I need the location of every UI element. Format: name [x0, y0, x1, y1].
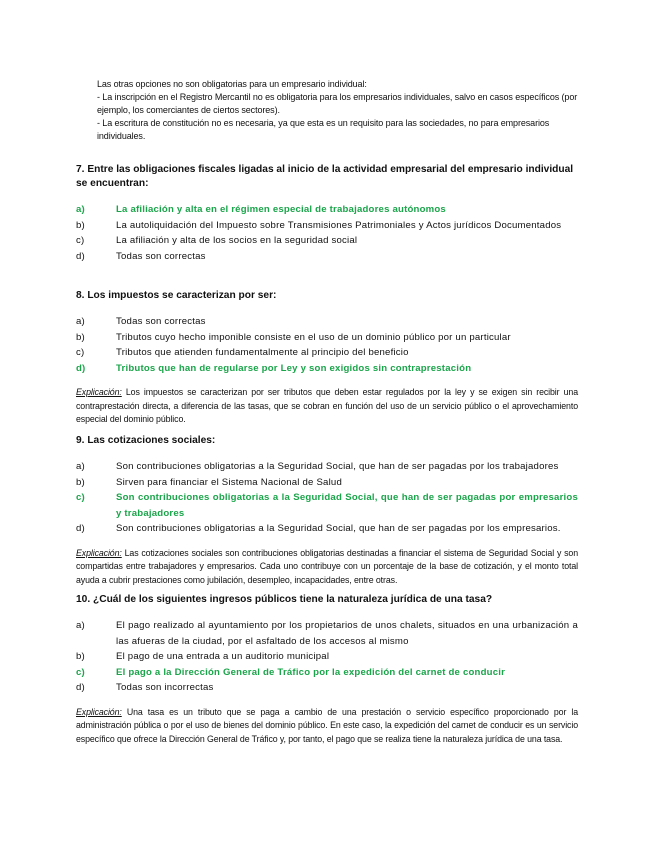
- option-letter: b): [76, 476, 85, 488]
- options-list: [76, 618, 578, 696]
- option-letter: a): [76, 316, 85, 327]
- question-title: 8. Los impuestos se caracterizan por ser:: [76, 290, 277, 301]
- option-letter: c): [76, 492, 85, 503]
- option-a[interactable]: [76, 618, 578, 649]
- option-text: Todas son correctas: [116, 250, 206, 262]
- intro-line: - La escritura de constitución no es necesaria, ya que esta es un requisito para las sociedades, no para empresarios individuales.: [97, 118, 550, 141]
- option-c[interactable]: [76, 233, 578, 249]
- option-text: El pago a la Dirección General de Tráfico por la expedición del carnet de conducir: [116, 666, 506, 678]
- option-d[interactable]: [76, 361, 578, 377]
- option-text: Todas son incorrectas: [116, 682, 214, 693]
- question-title: 7. Entre las obligaciones fiscales ligadas al inicio de la actividad empresarial del empresario individual se encuentran:: [76, 164, 574, 189]
- option-text: Sirven para financiar el Sistema Nacional de Salud: [116, 476, 342, 488]
- option-letter: b): [76, 219, 85, 231]
- option-letter: a): [76, 461, 85, 472]
- option-text: El pago realizado al ayuntamiento por los propietarios de unos chalets, situados en una urbanización a las afueras de la ciudad, por el asfaltado de los accesos al mismo: [116, 620, 578, 647]
- question-title: 10. ¿Cuál de los siguientes ingresos públicos tiene la naturaleza jurídica de una tasa?: [76, 594, 493, 605]
- option-text: Son contribuciones obligatorias a la Seguridad Social, que han de ser pagadas por los trabajadores: [116, 461, 559, 472]
- option-letter: d): [76, 362, 86, 374]
- explanation-label: Explicación:: [76, 387, 122, 397]
- question-7: [76, 163, 578, 264]
- option-text: El pago de una entrada a un auditorio municipal: [116, 651, 330, 662]
- option-text: La autoliquidación del Impuesto sobre Transmisiones Patrimoniales y Actos jurídicos Documentados: [116, 219, 562, 231]
- explanation-text: Los impuestos se caracterizan por ser tributos que deben estar regulados por la ley y se exigen sin recibir una contraprestación directa, a diferencia de las tasas, que se cobran en función del uso de un servicio público o el aprovechamiento especial del dominio público.: [76, 387, 578, 424]
- intro-block: [76, 78, 578, 143]
- option-text: Tributos cuyo hecho imponible consiste en el uso de un dominio público por un particular: [116, 331, 511, 343]
- option-text: Son contribuciones obligatorias a la Seguridad Social, que han de ser pagadas por empresarios y trabajadores: [116, 492, 578, 519]
- option-b[interactable]: [76, 330, 578, 346]
- explanation-label: Explicación:: [76, 547, 122, 558]
- option-letter: a): [76, 204, 85, 215]
- option-d[interactable]: [76, 680, 578, 696]
- question-10: [76, 593, 578, 746]
- explanation: [76, 706, 578, 747]
- option-text: Tributos que han de regularse por Ley y son exigidos sin contraprestación: [116, 362, 472, 374]
- option-letter: d): [76, 682, 85, 693]
- option-letter: b): [76, 331, 85, 343]
- intro-line: - La inscripción en el Registro Mercantil no es obligatoria para los empresarios individuales, salvo en casos específicos (por ejemplo, los comerciantes de ciertos sectores).: [97, 92, 578, 115]
- option-letter: c): [76, 666, 85, 678]
- option-d[interactable]: [76, 249, 578, 265]
- option-letter: d): [76, 523, 85, 534]
- option-a[interactable]: [76, 202, 578, 218]
- explanation-text: Una tasa es un tributo que se paga a cambio de una prestación o servicio específico proporcionado por la administración pública o por el uso de bienes del dominio público. En este caso, la expedición del carnet de conducir es un servicio específico que ofrece la Dirección General de Tráfico y, por tanto, el pago que se realiza tiene la naturaleza jurídica de una tasa.: [76, 706, 578, 744]
- option-letter: c): [76, 235, 85, 246]
- option-text: Todas son correctas: [116, 316, 206, 327]
- option-a[interactable]: [76, 459, 578, 475]
- explanation: [76, 547, 578, 588]
- question-8: [76, 289, 578, 427]
- option-letter: a): [76, 620, 85, 631]
- option-c[interactable]: [76, 345, 578, 361]
- option-a[interactable]: [76, 314, 578, 330]
- option-letter: c): [76, 347, 85, 358]
- option-b[interactable]: [76, 475, 578, 491]
- question-9: [76, 434, 578, 587]
- intro-line: Las otras opciones no son obligatorias para un empresario individual:: [97, 79, 367, 89]
- explanation-text: Las cotizaciones sociales son contribuciones obligatorias destinadas a financiar el sistema de Seguridad Social y son compartidas entre trabajadores y empresarios. Cada uno contribuye con un porcentaje de la base de cotización, y el monto total ayuda a cubrir prestaciones como jubilación, desempleo, incapacidades, entre otras.: [76, 547, 578, 585]
- options-list: [76, 459, 578, 537]
- option-text: La afiliación y alta en el régimen especial de trabajadores autónomos: [116, 204, 446, 215]
- question-title: 9. Las cotizaciones sociales:: [76, 435, 216, 446]
- option-c[interactable]: [76, 665, 578, 681]
- options-list: [76, 202, 578, 264]
- option-letter: d): [76, 250, 85, 262]
- option-text: Tributos que atienden fundamentalmente al principio del beneficio: [116, 347, 409, 358]
- option-letter: b): [76, 651, 85, 662]
- explanation-label: Explicación:: [76, 706, 122, 717]
- options-list: [76, 314, 578, 376]
- explanation: [76, 386, 578, 427]
- option-b[interactable]: [76, 649, 578, 665]
- option-text: Son contribuciones obligatorias a la Seguridad Social, que han de ser pagadas por los empresarios.: [116, 523, 561, 534]
- option-c[interactable]: [76, 490, 578, 521]
- option-text: La afiliación y alta de los socios en la seguridad social: [116, 235, 358, 246]
- option-d[interactable]: [76, 521, 578, 537]
- option-b[interactable]: [76, 218, 578, 234]
